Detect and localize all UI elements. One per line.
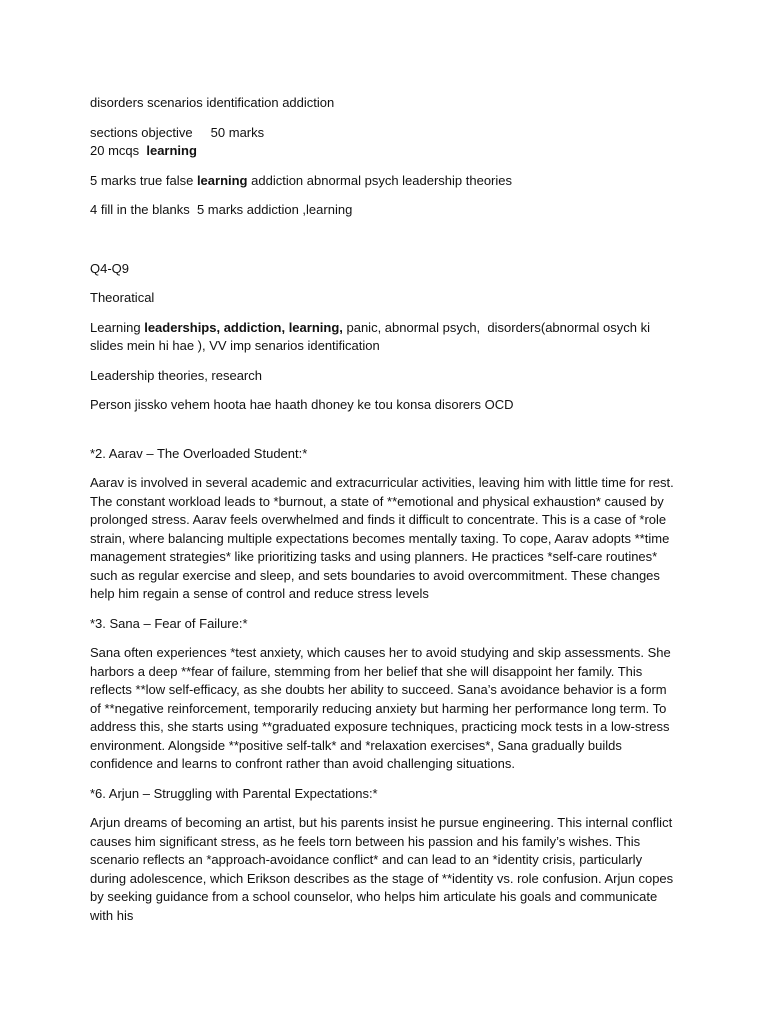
text-line-learning	[90, 319, 676, 356]
scenario-paragraph-sana: Sana often experiences *test anxiety, which causes her to avoid studying and skip assessments. She harbors a deep **fear of failure, stemming from her belief that she will disappoint her family. This reflects **low self-efficacy, as she doubts her ability to succeed. Sana’s avoidance behavior is a form of **negative reinforcement, temporarily reducing anxiety but harming her performance long term. To address this, she starts using **graduated exposure techniques, practicing mock tests in a low-stress environment. Alongside **positive self-talk* and *relaxation exercises*, Sana gradually builds confidence and learns to confront rather than avoid challenging situations.	[90, 645, 675, 771]
scenario-heading-aarav: *2. Aarav – The Overloaded Student:*	[90, 445, 308, 461]
tf-post: addiction abnormal psych leadership theories	[247, 172, 513, 188]
learning-post: panic, abnormal psych, disorders(abnormal osych ki slides mein hi hae ), VV imp senarios identification	[90, 319, 654, 353]
text-line-mcqs	[90, 142, 676, 161]
learning-pre: Learning	[90, 319, 145, 335]
scenario-paragraph-arjun: Arjun dreams of becoming an artist, but his parents insist he pursue engineering. This internal conflict causes him significant stress, as he feels torn between his passion and his family’s wishes. This scenario reflects an *approach-avoidance conflict* and can lead to an *identity crisis, particularly during adolescence, which Erikson describes as the stage of **identity vs. role confusion. Arjun copes by seeking guidance from a school counselor, who helps him articulate his goals and communicate with his	[90, 815, 677, 923]
text-line-theoretical: Theoratical	[90, 290, 155, 305]
text-line-leadership: Leadership theories, research	[90, 367, 262, 383]
mcqs-text: 20 mcqs	[90, 143, 147, 158]
learning-bold: leaderships, addiction, learning,	[144, 319, 343, 335]
text-line-q4-q9: Q4-Q9	[90, 260, 130, 276]
tf-bold: learning	[196, 172, 248, 188]
scenario-paragraph-aarav: Aarav is involved in several academic and extracurricular activities, leaving him with little time for rest. The constant workload leads to *burnout, a state of **emotional and physical exhaustion* caused by prolonged stress. Aarav feels overwhelmed and finds it difficult to concentrate. This is a case of *role strain, where balancing multiple expectations becomes mentally taxing. To cope, Aarav adopts **time management strategies* like prioritizing tasks and using planners. He practices *self-care routines* such as regular exercise and sleep, and sets boundaries to avoid overcommitment. These changes help him regain a sense of control and reduce stress levels	[90, 475, 678, 601]
mcqs-bold: learning	[146, 143, 197, 158]
text-line-true-false	[90, 172, 676, 191]
scenario-heading-sana: *3. Sana – Fear of Failure:*	[90, 615, 248, 631]
text-line-topics: disorders scenarios identification addiction	[90, 95, 335, 110]
tf-pre: 5 marks true false	[90, 172, 197, 188]
text-line-fill-blanks: 4 fill in the blanks 5 marks addiction ,learning	[90, 202, 353, 217]
text-line-ocd: Person jissko vehem hoota hae haath dhoney ke tou konsa disorers OCD	[90, 397, 514, 412]
scenario-heading-arjun: *6. Arjun – Struggling with Parental Expectations:*	[90, 785, 378, 801]
text-line-sections: sections objective 50 marks	[90, 124, 265, 140]
